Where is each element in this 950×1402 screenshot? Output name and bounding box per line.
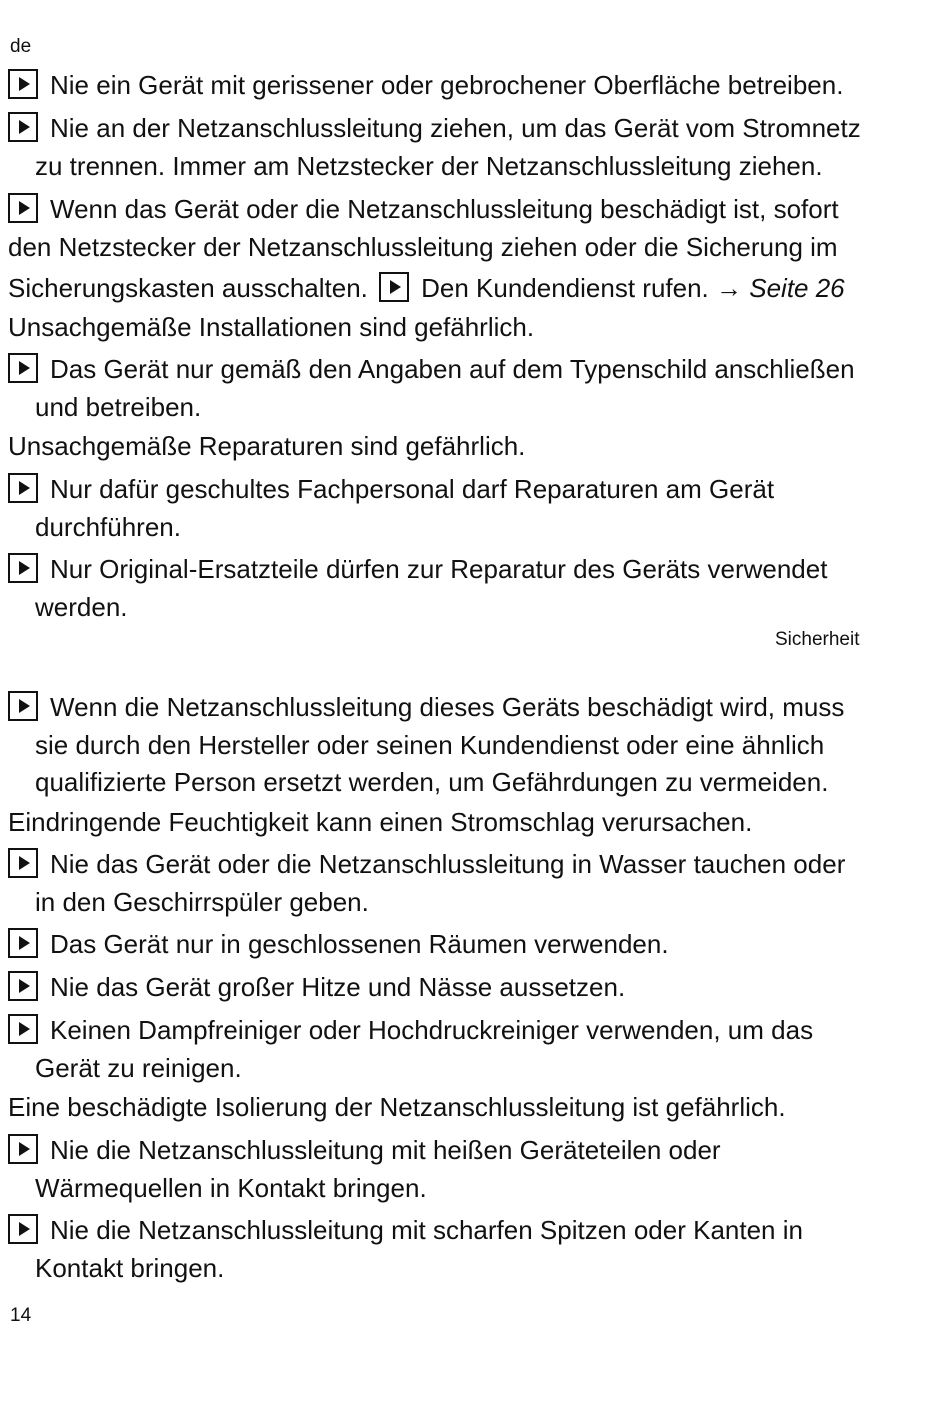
instruction-line: Nie das Gerät großer Hitze und Nässe aussetzen. [8,971,625,1003]
play-arrow-icon [8,971,38,1001]
play-arrow-icon [8,848,38,878]
instruction-line: Nur dafür geschultes Fachpersonal darf Reparaturen am Gerät [8,473,774,505]
warning-heading: Eindringende Feuchtigkeit kann einen Stromschlag verursachen. [8,807,753,837]
instruction-line-continued: Kontakt bringen. [35,1253,225,1283]
instruction-line: Nie ein Gerät mit gerissener oder gebrochener Oberfläche betreiben. [8,69,843,101]
body-text-line: Sicherungskasten ausschalten. Den Kundendienst rufen. → Seite 26 [8,273,845,303]
instruction-line: Nie die Netzanschlussleitung mit scharfen Spitzen oder Kanten in [8,1214,803,1246]
play-arrow-icon [8,69,38,99]
instruction-line-continued: Gerät zu reinigen. [35,1053,242,1083]
instruction-line-continued: Wärmequellen in Kontakt bringen. [35,1173,427,1203]
instruction-line-continued: durchführen. [35,512,181,542]
language-code: de [10,36,32,57]
instruction-line-continued: und betreiben. [35,392,202,422]
play-arrow-icon [8,112,38,142]
warning-heading: Unsachgemäße Installationen sind gefährlich. [8,312,535,342]
play-arrow-icon [8,928,38,958]
instruction-line: Nie an der Netzanschlussleitung ziehen, um das Gerät vom Stromnetz [8,112,861,144]
instruction-line-continued: qualifizierte Person ersetzt werden, um Gefährdungen zu vermeiden. [35,767,829,797]
instruction-line: Wenn die Netzanschlussleitung dieses Geräts beschädigt wird, muss [8,691,844,723]
play-arrow-icon [8,1134,38,1164]
play-arrow-icon [8,473,38,503]
instruction-line: Das Gerät nur gemäß den Angaben auf dem Typenschild anschließen [8,353,855,385]
page-reference-link[interactable]: Seite 26 [749,273,845,303]
play-arrow-icon [379,272,409,302]
play-arrow-icon [8,1214,38,1244]
instruction-line: Das Gerät nur in geschlossenen Räumen verwenden. [8,928,669,960]
warning-heading: Unsachgemäße Reparaturen sind gefährlich. [8,431,526,461]
instruction-line: Nur Original-Ersatzteile dürfen zur Reparatur des Geräts verwendet [8,553,827,585]
instruction-line: Keinen Dampfreiniger oder Hochdruckreiniger verwenden, um das [8,1014,813,1046]
warning-heading: Eine beschädigte Isolierung der Netzanschlussleitung ist gefährlich. [8,1092,786,1122]
play-arrow-icon [8,1014,38,1044]
instruction-line: Nie das Gerät oder die Netzanschlussleitung in Wasser tauchen oder [8,848,845,880]
instruction-line: Wenn das Gerät oder die Netzanschlussleitung beschädigt ist, sofort [8,193,839,225]
play-arrow-icon [8,691,38,721]
play-arrow-icon [8,553,38,583]
play-arrow-icon [8,193,38,223]
body-text-line: den Netzstecker der Netzanschlussleitung ziehen oder die Sicherung im [8,232,838,262]
play-arrow-icon [8,353,38,383]
instruction-line-continued: werden. [35,592,128,622]
section-label: Sicherheit [775,629,860,650]
page-number: 14 [10,1305,32,1326]
instruction-line: Nie die Netzanschlussleitung mit heißen Geräteteilen oder [8,1134,721,1166]
instruction-line-continued: in den Geschirrspüler geben. [35,887,369,917]
instruction-line-continued: sie durch den Hersteller oder seinen Kundendienst oder eine ähnlich [35,730,825,760]
instruction-line-continued: zu trennen. Immer am Netzstecker der Netzanschlussleitung ziehen. [35,151,823,181]
